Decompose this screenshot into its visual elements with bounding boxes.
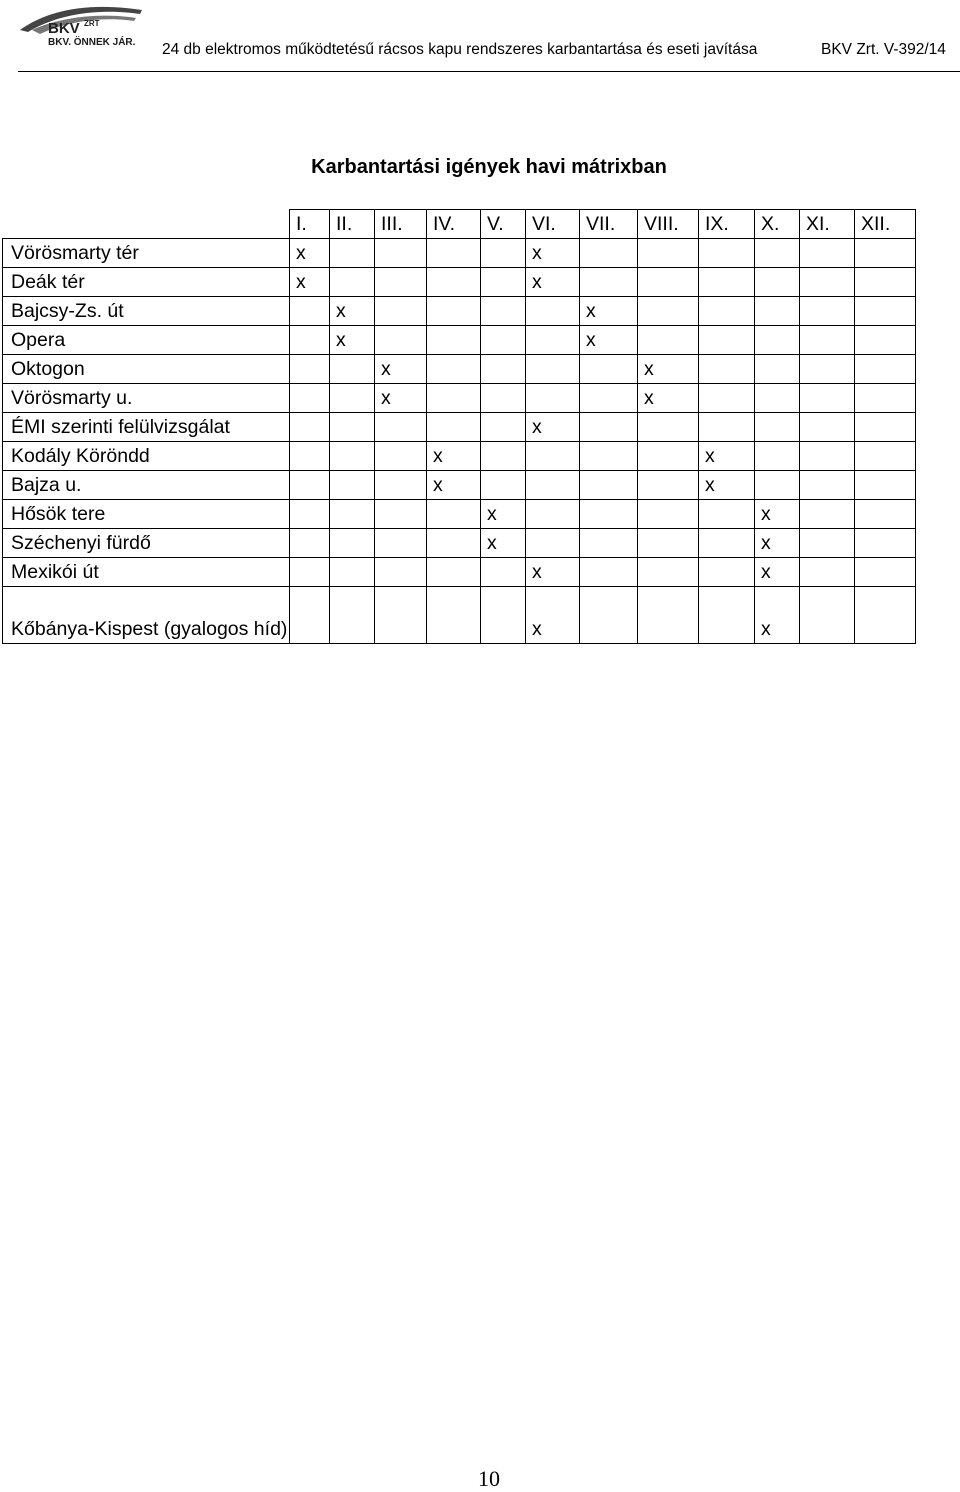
- month-mark-cell: [800, 413, 855, 442]
- month-mark-cell: [855, 239, 916, 268]
- month-mark-cell: [580, 558, 638, 587]
- month-mark-cell: [290, 471, 330, 500]
- month-mark-cell: [481, 587, 526, 644]
- month-mark-cell: [638, 500, 699, 529]
- document-title: 24 db elektromos működtetésű rácsos kapu rendszeres karbantartása és eseti javítása: [162, 41, 758, 58]
- month-mark-cell: [855, 268, 916, 297]
- month-mark-cell: [330, 239, 375, 268]
- month-mark-cell: [638, 529, 699, 558]
- month-mark-cell: [526, 355, 580, 384]
- location-cell: Bajza u.: [3, 471, 290, 500]
- month-mark-cell: [699, 239, 755, 268]
- month-mark-cell: [580, 355, 638, 384]
- month-mark-cell: [481, 268, 526, 297]
- location-cell: Deák tér: [3, 268, 290, 297]
- month-mark-cell: [427, 587, 481, 644]
- month-mark-cell: [800, 239, 855, 268]
- month-mark-cell: [330, 442, 375, 471]
- maintenance-matrix-table: [2, 209, 916, 644]
- matrix-row: [3, 413, 916, 442]
- month-mark-cell: [290, 529, 330, 558]
- location-cell: Vörösmarty tér: [3, 239, 290, 268]
- month-header-cell: IV.: [427, 210, 481, 239]
- month-mark-cell: x: [427, 442, 481, 471]
- month-mark-cell: [699, 558, 755, 587]
- month-mark-cell: [375, 558, 427, 587]
- month-mark-cell: [330, 413, 375, 442]
- month-mark-cell: [481, 384, 526, 413]
- month-mark-cell: [427, 297, 481, 326]
- matrix-row: [3, 384, 916, 413]
- month-mark-cell: [481, 297, 526, 326]
- location-cell: Kőbánya-Kispest (gyalogos híd): [3, 587, 290, 644]
- month-mark-cell: [580, 239, 638, 268]
- month-mark-cell: [855, 558, 916, 587]
- month-mark-cell: [638, 268, 699, 297]
- month-mark-cell: [427, 529, 481, 558]
- month-mark-cell: x: [290, 239, 330, 268]
- month-mark-cell: [427, 413, 481, 442]
- month-mark-cell: [755, 355, 800, 384]
- location-cell: Vörösmarty u.: [3, 384, 290, 413]
- month-mark-cell: [855, 529, 916, 558]
- svg-text:BKV: BKV: [48, 20, 80, 37]
- month-header-cell: XI.: [800, 210, 855, 239]
- month-mark-cell: [638, 326, 699, 355]
- month-mark-cell: [330, 384, 375, 413]
- month-mark-cell: x: [755, 558, 800, 587]
- month-mark-cell: [580, 268, 638, 297]
- month-mark-cell: [800, 326, 855, 355]
- month-mark-cell: [290, 587, 330, 644]
- month-mark-cell: [800, 529, 855, 558]
- month-mark-cell: x: [526, 587, 580, 644]
- month-mark-cell: [375, 529, 427, 558]
- month-mark-cell: [481, 558, 526, 587]
- month-mark-cell: x: [330, 326, 375, 355]
- page-header: [0, 0, 960, 72]
- matrix-body: [3, 239, 916, 644]
- month-mark-cell: [580, 384, 638, 413]
- month-mark-cell: [375, 413, 427, 442]
- month-mark-cell: [855, 326, 916, 355]
- month-mark-cell: x: [699, 442, 755, 471]
- month-mark-cell: [638, 471, 699, 500]
- month-mark-cell: x: [699, 471, 755, 500]
- month-mark-cell: [800, 268, 855, 297]
- month-mark-cell: [580, 442, 638, 471]
- month-mark-cell: x: [526, 268, 580, 297]
- month-header-cell: VIII.: [638, 210, 699, 239]
- location-cell: Mexikói út: [3, 558, 290, 587]
- month-header-cell: IX.: [699, 210, 755, 239]
- location-cell: Opera: [3, 326, 290, 355]
- month-mark-cell: x: [580, 326, 638, 355]
- month-mark-cell: [481, 442, 526, 471]
- month-header-cell: VII.: [580, 210, 638, 239]
- month-mark-cell: [638, 239, 699, 268]
- month-mark-cell: [330, 500, 375, 529]
- matrix-row: [3, 529, 916, 558]
- month-mark-cell: [375, 268, 427, 297]
- month-mark-cell: [427, 500, 481, 529]
- month-header-cell: I.: [290, 210, 330, 239]
- month-mark-cell: [638, 558, 699, 587]
- matrix-row: [3, 471, 916, 500]
- month-mark-cell: [290, 355, 330, 384]
- month-header-cell: II.: [330, 210, 375, 239]
- month-header-cell: III.: [375, 210, 427, 239]
- month-mark-cell: [638, 587, 699, 644]
- month-mark-cell: [855, 500, 916, 529]
- month-mark-cell: [755, 471, 800, 500]
- matrix-corner-cell: [3, 210, 290, 239]
- month-mark-cell: [526, 384, 580, 413]
- matrix-row: [3, 268, 916, 297]
- month-mark-cell: [290, 442, 330, 471]
- matrix-row: [3, 326, 916, 355]
- month-mark-cell: x: [638, 384, 699, 413]
- month-mark-cell: [427, 384, 481, 413]
- svg-text:ZRT: ZRT: [84, 19, 100, 28]
- month-mark-cell: [699, 384, 755, 413]
- month-mark-cell: x: [580, 297, 638, 326]
- location-cell: ÉMI szerinti felülvizsgálat: [3, 413, 290, 442]
- month-mark-cell: [855, 471, 916, 500]
- month-mark-cell: [580, 529, 638, 558]
- month-mark-cell: [375, 471, 427, 500]
- matrix-row: [3, 442, 916, 471]
- month-mark-cell: x: [638, 355, 699, 384]
- month-mark-cell: x: [755, 529, 800, 558]
- month-mark-cell: [800, 297, 855, 326]
- month-mark-cell: x: [375, 355, 427, 384]
- month-mark-cell: [375, 500, 427, 529]
- month-mark-cell: [330, 268, 375, 297]
- month-mark-cell: [755, 326, 800, 355]
- month-mark-cell: [526, 471, 580, 500]
- location-cell: Széchenyi fürdő: [3, 529, 290, 558]
- month-mark-cell: [290, 297, 330, 326]
- month-mark-cell: [855, 297, 916, 326]
- month-mark-cell: [330, 529, 375, 558]
- header-divider: [18, 71, 960, 72]
- month-mark-cell: x: [427, 471, 481, 500]
- month-mark-cell: [526, 326, 580, 355]
- month-mark-cell: [638, 297, 699, 326]
- month-mark-cell: [375, 442, 427, 471]
- month-mark-cell: [481, 471, 526, 500]
- month-mark-cell: [526, 500, 580, 529]
- month-mark-cell: [526, 442, 580, 471]
- month-mark-cell: [800, 471, 855, 500]
- bkv-logo: [18, 0, 148, 60]
- month-mark-cell: x: [481, 529, 526, 558]
- month-mark-cell: [800, 384, 855, 413]
- month-mark-cell: x: [375, 384, 427, 413]
- month-mark-cell: [290, 500, 330, 529]
- matrix-title: Karbantartási igények havi mátrixban: [311, 156, 667, 178]
- month-mark-cell: [699, 587, 755, 644]
- month-mark-cell: [330, 471, 375, 500]
- month-header-cell: XII.: [855, 210, 916, 239]
- matrix-row: [3, 355, 916, 384]
- month-mark-cell: [580, 500, 638, 529]
- month-mark-cell: x: [755, 500, 800, 529]
- month-mark-cell: [699, 268, 755, 297]
- month-mark-cell: [290, 558, 330, 587]
- month-header-cell: X.: [755, 210, 800, 239]
- matrix-row: [3, 587, 916, 644]
- month-mark-cell: [855, 355, 916, 384]
- month-mark-cell: [638, 413, 699, 442]
- month-mark-cell: [427, 239, 481, 268]
- month-mark-cell: x: [526, 239, 580, 268]
- page-number: 10: [478, 1466, 500, 1491]
- month-mark-cell: [755, 442, 800, 471]
- month-mark-cell: [800, 587, 855, 644]
- month-mark-cell: [800, 500, 855, 529]
- document-reference: BKV Zrt. V-392/14: [821, 41, 946, 58]
- month-mark-cell: [481, 326, 526, 355]
- month-header-cell: V.: [481, 210, 526, 239]
- month-mark-cell: [290, 413, 330, 442]
- logo-tagline: BKV. ÖNNEK JÁR.: [48, 37, 136, 48]
- location-cell: Kodály Köröndd: [3, 442, 290, 471]
- month-mark-cell: [755, 297, 800, 326]
- month-mark-cell: [855, 413, 916, 442]
- month-mark-cell: [526, 297, 580, 326]
- month-mark-cell: [580, 413, 638, 442]
- matrix-row: [3, 297, 916, 326]
- month-mark-cell: x: [526, 558, 580, 587]
- month-mark-cell: x: [481, 500, 526, 529]
- month-mark-cell: [755, 268, 800, 297]
- month-mark-cell: [638, 442, 699, 471]
- month-mark-cell: [699, 529, 755, 558]
- matrix-row: [3, 500, 916, 529]
- month-mark-cell: [375, 326, 427, 355]
- month-mark-cell: [580, 587, 638, 644]
- month-mark-cell: [427, 558, 481, 587]
- month-mark-cell: x: [330, 297, 375, 326]
- month-mark-cell: [526, 529, 580, 558]
- month-mark-cell: [755, 413, 800, 442]
- month-mark-cell: [481, 413, 526, 442]
- month-mark-cell: [855, 442, 916, 471]
- month-mark-cell: [330, 587, 375, 644]
- location-cell: Hősök tere: [3, 500, 290, 529]
- month-mark-cell: [290, 384, 330, 413]
- month-mark-cell: [481, 355, 526, 384]
- month-mark-cell: [800, 558, 855, 587]
- month-header-cell: VI.: [526, 210, 580, 239]
- month-mark-cell: [699, 297, 755, 326]
- month-mark-cell: [427, 268, 481, 297]
- location-cell: Bajcsy-Zs. út: [3, 297, 290, 326]
- month-mark-cell: [755, 239, 800, 268]
- month-mark-cell: x: [290, 268, 330, 297]
- month-mark-cell: [855, 384, 916, 413]
- month-mark-cell: [290, 326, 330, 355]
- month-mark-cell: [375, 239, 427, 268]
- month-mark-cell: [699, 355, 755, 384]
- month-mark-cell: x: [755, 587, 800, 644]
- month-mark-cell: [855, 587, 916, 644]
- month-mark-cell: [699, 500, 755, 529]
- month-mark-cell: [755, 384, 800, 413]
- month-mark-cell: [580, 471, 638, 500]
- month-mark-cell: [375, 587, 427, 644]
- month-mark-cell: [699, 413, 755, 442]
- month-mark-cell: [481, 239, 526, 268]
- month-mark-cell: [330, 355, 375, 384]
- month-mark-cell: [330, 558, 375, 587]
- month-mark-cell: [375, 297, 427, 326]
- location-cell: Oktogon: [3, 355, 290, 384]
- month-mark-cell: [427, 326, 481, 355]
- month-mark-cell: [800, 442, 855, 471]
- month-mark-cell: [699, 326, 755, 355]
- month-header-row: [3, 210, 916, 239]
- matrix-row: [3, 558, 916, 587]
- matrix-row: [3, 239, 916, 268]
- month-mark-cell: x: [526, 413, 580, 442]
- month-mark-cell: [427, 355, 481, 384]
- month-mark-cell: [800, 355, 855, 384]
